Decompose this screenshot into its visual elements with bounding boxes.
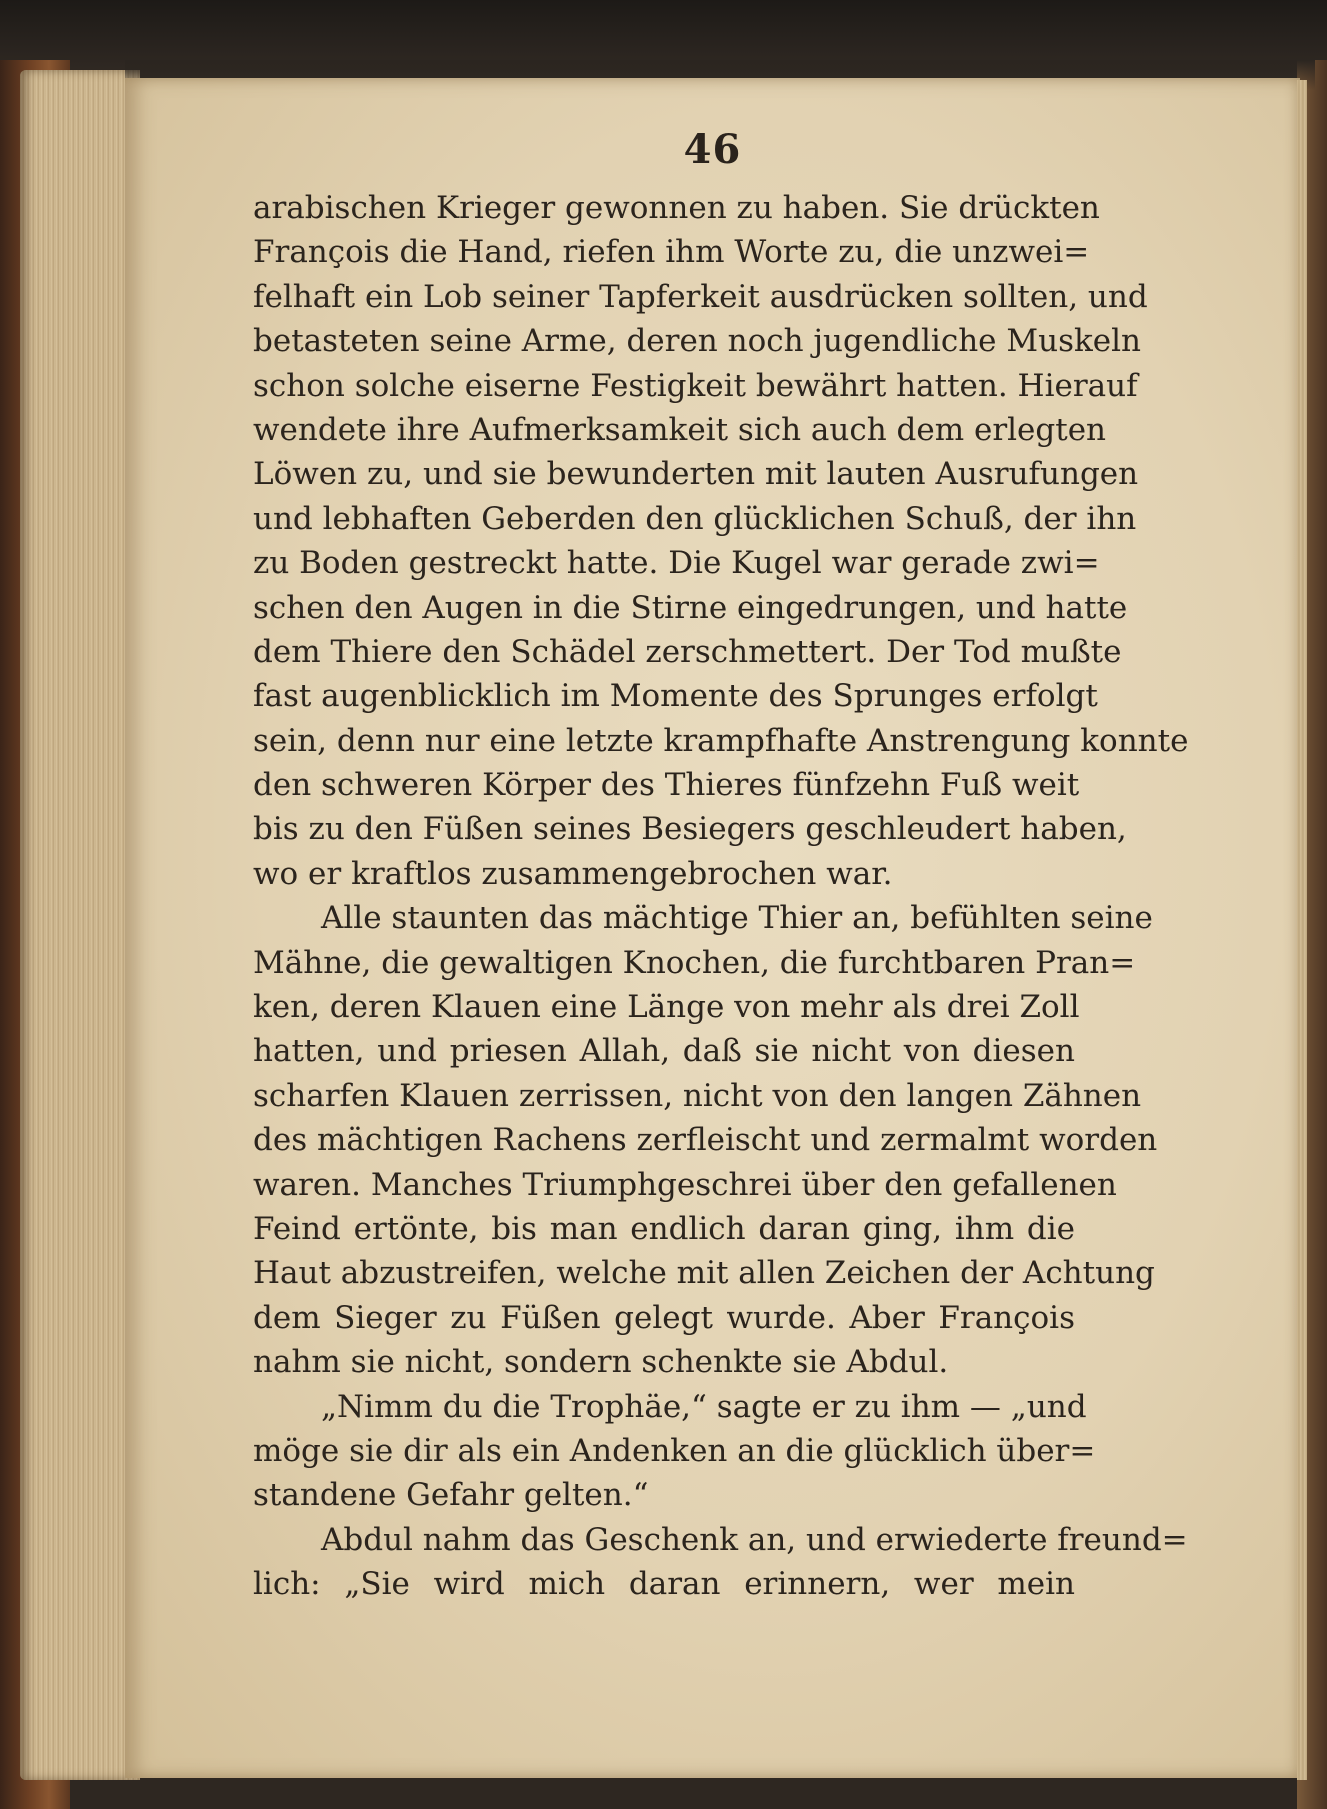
text-line: „Nimm du die Trophäe,“ sagte er zu ihm — „und [321, 1388, 1087, 1425]
text-line: François die Hand, riefen ihm Worte zu, die unzwei= [253, 234, 1090, 271]
text-line: hatten, und priesen Allah, daß sie nicht von diesen [253, 1033, 1075, 1070]
text-line: ken, deren Klauen eine Länge von mehr als drei Zoll [253, 989, 1080, 1026]
text-line: den schweren Körper des Thieres fünfzehn Fuß weit [253, 767, 1080, 804]
text-line: wo er kraftlos zusammengebrochen war. [253, 855, 893, 892]
text-line: schon solche eiserne Festigkeit bewährt hatten. Hierauf [253, 367, 1138, 404]
text-line: sein, denn nur eine letzte krampfhafte Anstrengung konnte [253, 722, 1189, 759]
text-line: und lebhaften Geberden den glücklichen Schuß, der ihn [253, 500, 1137, 537]
text-line: Abdul nahm das Geschenk an, und erwiederte freund= [321, 1521, 1188, 1558]
text-line: waren. Manches Triumphgeschrei über den gefallenen [253, 1166, 1117, 1203]
text-line: felhaft ein Lob seiner Tapferkeit ausdrücken sollten, und [253, 278, 1148, 315]
text-line: lich: „Sie wird mich daran erinnern, wer mein [253, 1566, 1075, 1603]
text-line: dem Thiere den Schädel zerschmettert. Der Tod mußte [253, 633, 1122, 670]
text-line: möge sie dir als ein Andenken an die glücklich über= [253, 1432, 1096, 1469]
text-line: Feind ertönte, bis man endlich daran ging, ihm die [253, 1210, 1075, 1247]
text-line: Löwen zu, und sie bewunderten mit lauten Ausrufungen [253, 456, 1139, 493]
text-line: fast augenblicklich im Momente des Sprunges erfolgt [253, 678, 1098, 715]
page-edges-stack [20, 70, 140, 1780]
text-line: des mächtigen Rachens zerfleischt und zermalmt worden [253, 1122, 1158, 1159]
text-line: arabischen Krieger gewonnen zu haben. Sie drückten [253, 190, 1100, 226]
text-line: zu Boden gestreckt hatte. Die Kugel war gerade zwi= [253, 545, 1100, 582]
text-line: wendete ihre Aufmerksamkeit sich auch dem erlegten [253, 411, 1107, 448]
page-text [253, 186, 1189, 1607]
text-line: standene Gefahr gelten.“ [253, 1477, 649, 1514]
text-line: dem Sieger zu Füßen gelegt wurde. Aber François [253, 1299, 1075, 1336]
page-number: 46 [683, 126, 742, 173]
text-line: bis zu den Füßen seines Besiegers geschleudert haben, [253, 811, 1127, 848]
text-line: Alle staunten das mächtige Thier an, befühlten seine [321, 900, 1153, 937]
text-line: betasteten seine Arme, deren noch jugendliche Muskeln [253, 323, 1141, 360]
text-line: scharfen Klauen zerrissen, nicht von den langen Zähnen [253, 1077, 1142, 1114]
text-line: Mähne, die gewaltigen Knochen, die furchtbaren Pran= [253, 944, 1136, 981]
text-line: Haut abzustreifen, welche mit allen Zeichen der Achtung [253, 1255, 1155, 1292]
text-line: schen den Augen in die Stirne eingedrungen, und hatte [253, 589, 1128, 626]
page-edges-right [1297, 80, 1307, 1780]
book-page [125, 78, 1300, 1778]
text-line: nahm sie nicht, sondern schenkte sie Abdul. [253, 1344, 949, 1381]
